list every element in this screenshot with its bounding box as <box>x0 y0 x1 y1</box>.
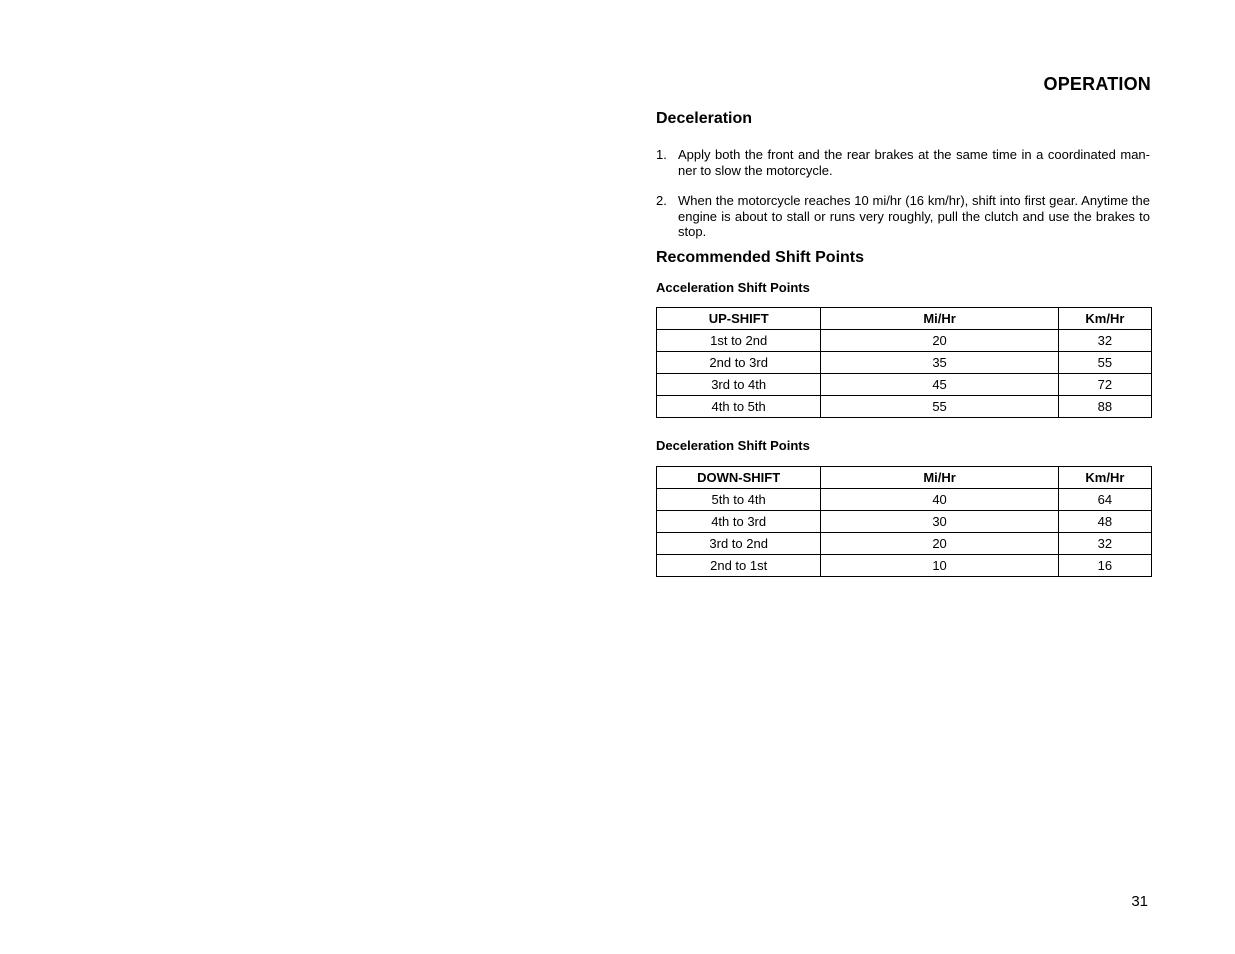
column-header-mph: Mi/Hr <box>821 308 1058 330</box>
mph-cell: 45 <box>821 374 1058 396</box>
shift-cell: 3rd to 4th <box>657 374 821 396</box>
table-header-row <box>657 308 1152 330</box>
kmh-cell: 64 <box>1058 489 1151 511</box>
shift-cell: 4th to 5th <box>657 396 821 418</box>
table-row <box>657 330 1152 352</box>
column-header-shift: DOWN-SHIFT <box>657 467 821 489</box>
shift-cell: 5th to 4th <box>657 489 821 511</box>
kmh-cell: 32 <box>1058 533 1151 555</box>
page-number: 31 <box>1131 893 1148 910</box>
column-header-mph: Mi/Hr <box>821 467 1058 489</box>
kmh-cell: 16 <box>1058 555 1151 577</box>
acceleration-shift-table <box>656 307 1152 418</box>
table-row <box>657 396 1152 418</box>
deceleration-steps <box>656 147 1150 240</box>
shift-cell: 4th to 3rd <box>657 511 821 533</box>
shift-cell: 1st to 2nd <box>657 330 821 352</box>
table-row <box>657 489 1152 511</box>
section-title: OPERATION <box>1043 74 1151 94</box>
shift-cell: 2nd to 3rd <box>657 352 821 374</box>
table-row <box>657 352 1152 374</box>
kmh-cell: 32 <box>1058 330 1151 352</box>
step-text: Apply both the front and the rear brakes at the same time in a coordinated man-ner to slow the motorcycle. <box>678 147 1150 178</box>
step-item <box>656 147 1150 178</box>
kmh-cell: 48 <box>1058 511 1151 533</box>
mph-cell: 30 <box>821 511 1058 533</box>
kmh-cell: 72 <box>1058 374 1151 396</box>
shift-cell: 3rd to 2nd <box>657 533 821 555</box>
table-row <box>657 374 1152 396</box>
table-row <box>657 533 1152 555</box>
step-number: 1. <box>656 147 667 162</box>
column-header-kmh: Km/Hr <box>1058 308 1151 330</box>
mph-cell: 55 <box>821 396 1058 418</box>
mph-cell: 35 <box>821 352 1058 374</box>
step-number: 2. <box>656 193 667 208</box>
mph-cell: 40 <box>821 489 1058 511</box>
step-item <box>656 193 1150 240</box>
column-header-shift: UP-SHIFT <box>657 308 821 330</box>
kmh-cell: 88 <box>1058 396 1151 418</box>
acceleration-subheading: Acceleration Shift Points <box>656 280 810 295</box>
kmh-cell: 55 <box>1058 352 1151 374</box>
deceleration-shift-table <box>656 466 1152 577</box>
step-text: When the motorcycle reaches 10 mi/hr (16 km/hr), shift into first gear. Anytime the engine is about to stall or runs very roughly, pull the clutch and use the brakes to stop. <box>678 193 1150 239</box>
shift-points-heading: Recommended Shift Points <box>656 249 865 266</box>
table-header-row <box>657 467 1152 489</box>
table-row <box>657 511 1152 533</box>
mph-cell: 10 <box>821 555 1058 577</box>
deceleration-heading: Deceleration <box>656 110 753 127</box>
mph-cell: 20 <box>821 533 1058 555</box>
table-row <box>657 555 1152 577</box>
mph-cell: 20 <box>821 330 1058 352</box>
column-header-kmh: Km/Hr <box>1058 467 1151 489</box>
deceleration-subheading: Deceleration Shift Points <box>656 438 810 453</box>
shift-cell: 2nd to 1st <box>657 555 821 577</box>
